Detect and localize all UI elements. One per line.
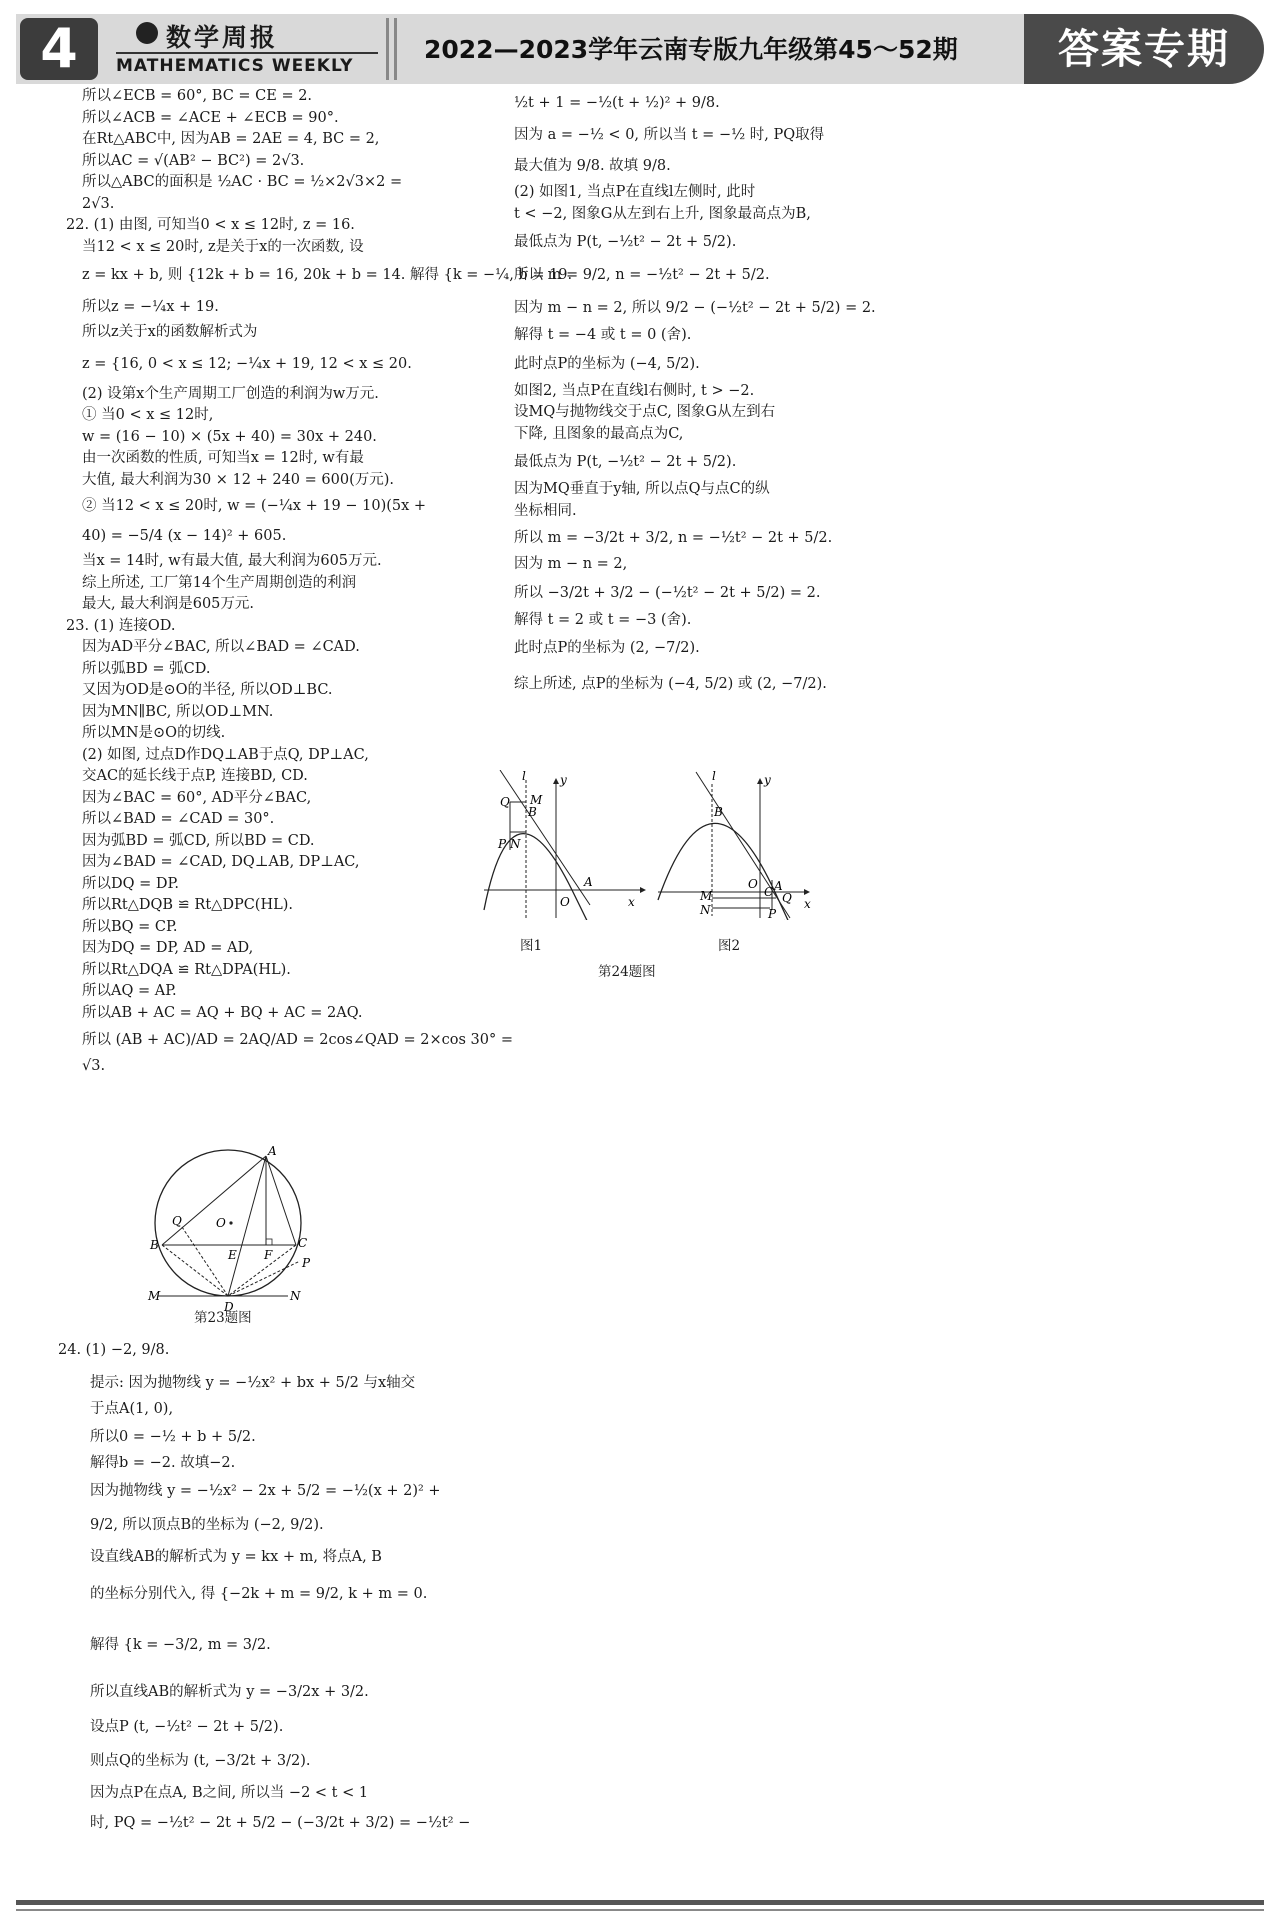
text-line: 的坐标分别代入, 得 {−2k + m = 9/2, k + m = 0. (90, 1586, 428, 1602)
issue-title: 2022—2023学年云南专版九年级第45～52期 (424, 35, 958, 64)
text-line: 解得b = −2. 故填−2. (90, 1454, 236, 1471)
label-q: Q (500, 795, 510, 809)
figure-23-circle (140, 1145, 340, 1325)
figure-24-caption: 第24题图 (598, 964, 656, 980)
right-angle-mark (266, 1239, 272, 1245)
label-e: E (228, 1248, 237, 1262)
text-line: 在Rt△ABC中, 因为AB = 2AE = 4, BC = 2, (82, 131, 380, 147)
text-line: 因为MN∥BC, 所以OD⊥MN. (82, 703, 274, 720)
text-line: 如图2, 当点P在直线l右侧时, t > −2. (514, 382, 755, 399)
text-line: 因为DQ = DP, AD = AD, (82, 940, 254, 956)
text-line: 坐标相同. (514, 502, 577, 519)
text-line: 所以△ABC的面积是 ½AC · BC = ½×2√3×2 = (82, 174, 403, 190)
figure-24-label-2: 图2 (718, 938, 741, 954)
label-p: P (302, 1256, 311, 1270)
footer-rule-thin (16, 1909, 1264, 1911)
label-n: N (510, 837, 521, 851)
column-left-problem-24 (58, 1333, 471, 1838)
label-m: M (530, 793, 543, 807)
problem-24-start: 24. (1) −2, 9/8. (58, 1342, 170, 1358)
text-line: √3. (82, 1058, 106, 1074)
label-x: x (804, 897, 811, 911)
text-line: 又因为OD是⊙O的半径, 所以OD⊥BC. (82, 682, 333, 698)
label-x: x (628, 895, 635, 909)
text-line: 当x = 14时, w有最大值, 最大利润为605万元. (82, 553, 382, 569)
text-line: 设MQ与抛物线交于点C, 图象G从左到右 (514, 404, 776, 420)
logo-english: MATHEMATICS WEEKLY (116, 52, 378, 76)
label-d: D (224, 1300, 234, 1314)
label-b: B (714, 805, 723, 819)
text-line: 因为弧BD = 弧CD, 所以BD = CD. (82, 832, 315, 849)
text-line: 因为 a = −½ < 0, 所以当 t = −½ 时, PQ取得 (514, 127, 825, 143)
label-m: M (148, 1289, 161, 1303)
text-line: (2) 如图1, 当点P在直线l左侧时, 此时 (514, 184, 756, 200)
parabola (658, 823, 809, 920)
text-line: 所以BQ = CP. (82, 918, 178, 935)
label-b: B (528, 805, 537, 819)
text-line: 由一次函数的性质, 可知当x = 12时, w有最 (82, 450, 364, 466)
text-line: 大值, 最大利润为30 × 12 + 240 = 600(万元). (82, 471, 394, 488)
problem-22-start: 22. (1) 由图, 可知当0 < x ≤ 12时, z = 16. (66, 217, 355, 233)
label-y: y (560, 773, 567, 787)
text-line: 当12 < x ≤ 20时, z是关于x的一次函数, 设 (82, 238, 364, 255)
text-line: 因为 m − n = 2, (514, 556, 628, 572)
label-a: A (584, 875, 593, 889)
center-dot (229, 1221, 232, 1224)
text-line: 解得 {k = −3/2, m = 3/2. (90, 1637, 271, 1653)
y-arrow (553, 778, 559, 784)
label-q: Q (782, 891, 792, 905)
header-divider (386, 18, 389, 80)
label-q: Q (172, 1214, 182, 1228)
label-f: F (264, 1248, 273, 1262)
text-line: 所以Rt△DQA ≌ Rt△DPA(HL). (82, 961, 291, 978)
figure-24-graph-2 (654, 770, 824, 920)
text-line: t < −2, 图象G从左到右上升, 图象最高点为B, (514, 205, 811, 222)
text-line: 所以直线AB的解析式为 y = −3/2x + 3/2. (90, 1684, 369, 1700)
text-line: 交AC的延长线于点P, 连接BD, CD. (82, 768, 308, 784)
text-line: 最低点为 P(t, −½t² − 2t + 5/2). (514, 454, 737, 470)
text-line: 所以Rt△DQB ≌ Rt△DPC(HL). (82, 897, 294, 913)
label-a: A (268, 1145, 277, 1158)
label-c: C (764, 885, 774, 899)
text-line: 所以∠BAD = ∠CAD = 30°. (82, 811, 275, 827)
label-l: l (522, 770, 526, 783)
label-m: M (700, 889, 713, 903)
problem-23-start: 23. (1) 连接OD. (66, 617, 176, 634)
x-arrow (640, 887, 646, 893)
text-line: 9/2, 所以顶点B的坐标为 (−2, 9/2). (90, 1517, 324, 1533)
text-line: 所以MN是⊙O的切线. (82, 725, 226, 741)
answer-badge: 答案专期 (1024, 14, 1264, 84)
text-line: 综上所述, 点P的坐标为 (−4, 5/2) 或 (2, −7/2). (514, 676, 827, 692)
page-number: 4 (20, 18, 98, 80)
text-line: 所以AQ = AP. (82, 983, 177, 999)
text-line: 40) = −5/4 (x − 14)² + 605. (82, 528, 287, 544)
text-line: 所以AB + AC = AQ + BQ + AC = 2AQ. (82, 1004, 363, 1021)
text-line: 所以0 = −½ + b + 5/2. (90, 1428, 256, 1445)
text-line: 综上所述, 工厂第14个生产周期创造的利润 (82, 574, 357, 591)
label-o: O (748, 877, 758, 891)
line-dq (182, 1227, 228, 1296)
text-line: 所以 −3/2t + 3/2 − (−½t² − 2t + 5/2) = 2. (514, 584, 821, 601)
text-line: 所以 m = −3/2t + 3/2, n = −½t² − 2t + 5/2. (514, 530, 833, 546)
x-arrow (804, 889, 810, 895)
footer-rule (16, 1900, 1264, 1905)
label-b: B (150, 1238, 159, 1252)
text-line: 最低点为 P(t, −½t² − 2t + 5/2). (514, 234, 737, 250)
newspaper-logo (116, 18, 378, 80)
label-c: C (298, 1236, 308, 1250)
text-line: 因为∠BAD = ∠CAD, DQ⊥AB, DP⊥AC, (82, 854, 360, 870)
text-line: 此时点P的坐标为 (−4, 5/2). (514, 355, 700, 372)
text-line: 所以DQ = DP. (82, 875, 179, 892)
text-line: ① 当0 < x ≤ 12时, (82, 407, 214, 423)
text-line: 所以z = −¼x + 19. (82, 299, 219, 315)
text-line: ½t + 1 = −½(t + ½)² + 9/8. (514, 95, 720, 111)
line-ac (266, 1156, 296, 1245)
text-line: 所以∠ACB = ∠ACE + ∠ECB = 90°. (82, 109, 339, 126)
header-divider (394, 18, 397, 80)
text-line: 因为抛物线 y = −½x² − 2x + 5/2 = −½(x + 2)² + (90, 1483, 441, 1499)
text-line: 解得 t = 2 或 t = −3 (舍). (514, 611, 692, 628)
text-line: 于点A(1, 0), (90, 1401, 174, 1417)
text-line: 所以z关于x的函数解析式为 (82, 324, 258, 340)
label-p: P (768, 907, 777, 920)
column-right (514, 86, 876, 703)
y-arrow (757, 778, 763, 784)
line-ad (228, 1156, 266, 1296)
text-line: 最大值为 9/8. 故填 9/8. (514, 158, 671, 174)
text-line: (2) 设第x个生产周期工厂创造的利润为w万元. (82, 385, 379, 402)
text-line: z = kx + b, 则 {12k + b = 16, 20k + b = 14. 解得 {k = −¼, b = 19. (82, 267, 573, 283)
text-line: 所以 (AB + AC)/AD = 2AQ/AD = 2cos∠QAD = 2×cos 30° = (82, 1032, 514, 1048)
text-line: 因为∠BAC = 60°, AD平分∠BAC, (82, 789, 312, 806)
label-y: y (764, 773, 771, 787)
text-line: 设点P (t, −½t² − 2t + 5/2). (90, 1719, 284, 1735)
label-n: N (700, 903, 711, 917)
text-line: ② 当12 < x ≤ 20时, w = (−¼x + 19 − 10)(5x + (82, 498, 427, 514)
label-p: P (498, 837, 507, 851)
label-o: O (560, 895, 570, 909)
text-line: 所以弧BD = 弧CD. (82, 660, 211, 677)
line-cd (228, 1245, 296, 1296)
text-line: w = (16 − 10) × (5x + 40) = 30x + 240. (82, 428, 377, 445)
text-line: 所以 m = 9/2, n = −½t² − 2t + 5/2. (514, 267, 770, 283)
text-line: 所以∠ECB = 60°, BC = CE = 2. (82, 88, 313, 104)
text-line: 此时点P的坐标为 (2, −7/2). (514, 640, 700, 656)
text-line: 所以AC = √(AB² − BC²) = 2√3. (82, 152, 305, 169)
figure-24-label-1: 图1 (520, 938, 543, 954)
text-line: (2) 如图, 过点D作DQ⊥AB于点Q, DP⊥AC, (82, 746, 369, 763)
text-line: 下降, 且图象的最高点为C, (514, 425, 684, 442)
text-line: z = {16, 0 < x ≤ 12; −¼x + 19, 12 < x ≤ 20. (82, 355, 412, 372)
label-o: O (216, 1216, 226, 1230)
text-line: 因为AD平分∠BAC, 所以∠BAD = ∠CAD. (82, 639, 360, 655)
figure-23-caption: 第23题图 (194, 1310, 252, 1326)
text-line: 时, PQ = −½t² − 2t + 5/2 − (−3/2t + 3/2) = −½t² − (90, 1815, 471, 1831)
text-line: 因为MQ垂直于y轴, 所以点Q与点C的纵 (514, 481, 770, 497)
text-line: 则点Q的坐标为 (t, −3/2t + 3/2). (90, 1753, 311, 1769)
text-line: 因为点P在点A, B之间, 所以当 −2 < t < 1 (90, 1785, 369, 1801)
logo-icon (136, 22, 158, 44)
text-line: 提示: 因为抛物线 y = −½x² + bx + 5/2 与x轴交 (90, 1375, 416, 1391)
label-l: l (712, 770, 716, 783)
page-header (16, 14, 1264, 84)
label-a: A (774, 879, 783, 893)
text-line: 2√3. (82, 195, 115, 212)
figure-24-graph-1 (480, 770, 650, 920)
text-line: 最大, 最大利润是605万元. (82, 596, 255, 612)
label-n: N (290, 1289, 301, 1303)
text-line: 因为 m − n = 2, 所以 9/2 − (−½t² − 2t + 5/2) = 2. (514, 300, 876, 316)
text-line: 解得 t = −4 或 t = 0 (舍). (514, 327, 692, 343)
text-line: 设直线AB的解析式为 y = kx + m, 将点A, B (90, 1549, 382, 1565)
logo-chinese: 数学周报 (166, 23, 279, 52)
